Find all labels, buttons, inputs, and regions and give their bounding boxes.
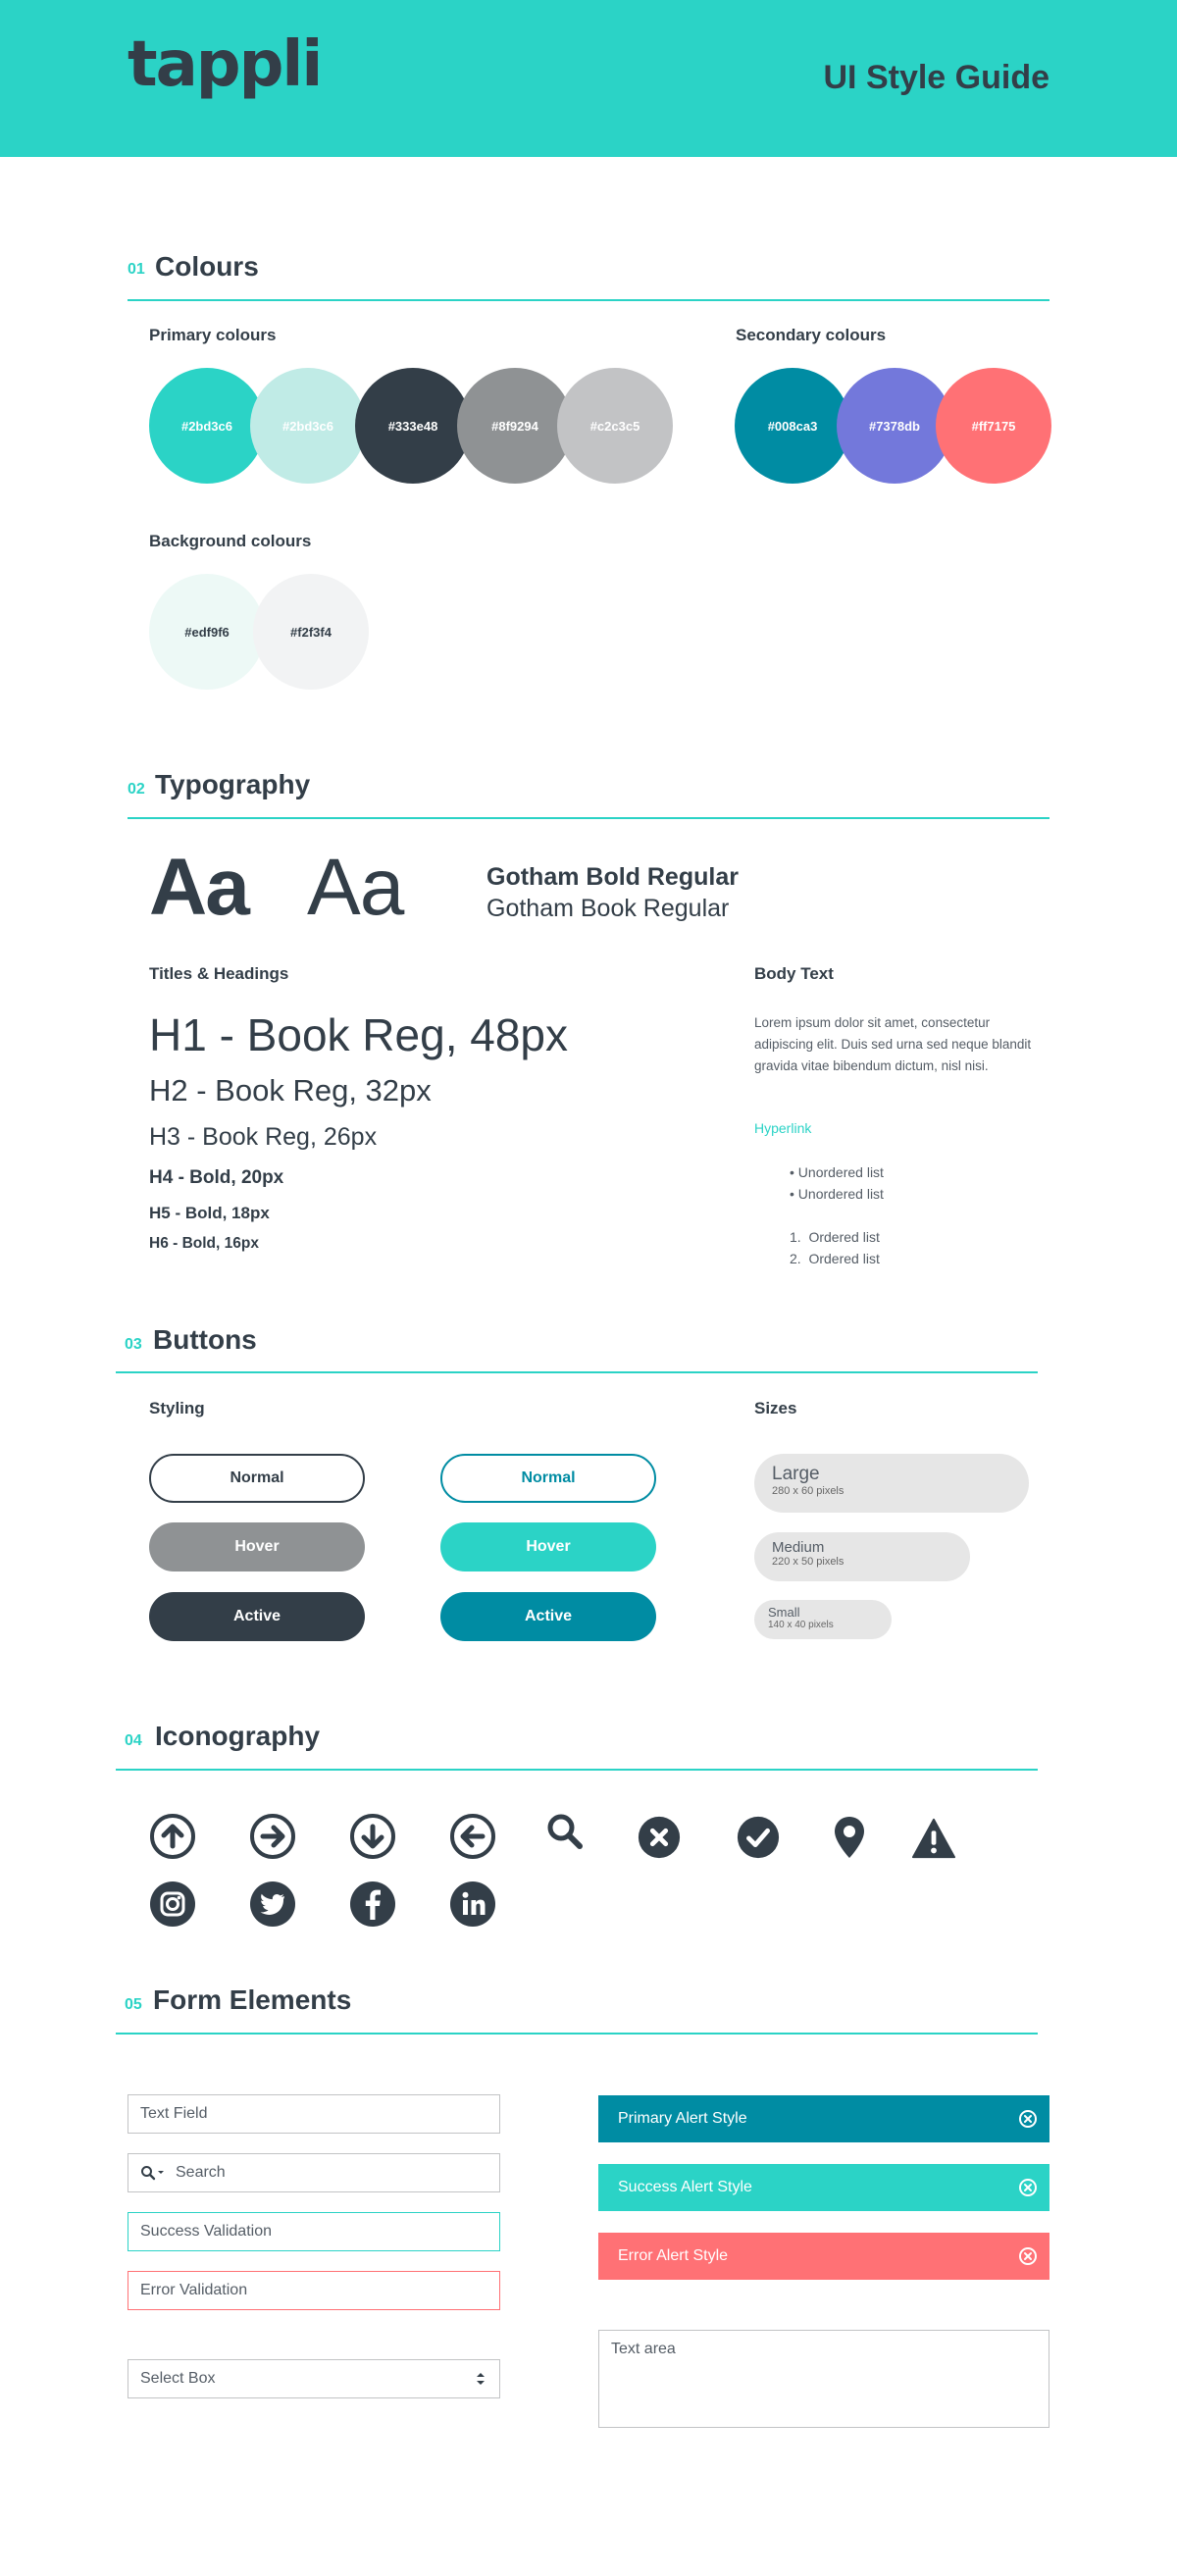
section-divider [128,299,1049,301]
button-size-medium-dimensions: 220 x 50 pixels [772,1556,844,1568]
font-name-book: Gotham Book Regular [486,895,730,922]
section-divider [116,1371,1038,1373]
text-field[interactable] [128,2094,500,2134]
select-box-value: Select Box [140,2370,216,2387]
arrow-up-icon [149,1813,196,1860]
unordered-list-item: • Unordered list [790,1164,884,1180]
body-text-sample: Lorem ipsum dolor sit amet, consectetur adipiscing elit. Duis sed urna sed neque blandit gravida vitae bibendum dictum, nisl nisi. [754,1015,1032,1073]
alert-primary [598,2095,1049,2142]
section-title-colours: Colours [155,251,259,282]
logo: tappli [128,28,322,101]
unordered-list-item: • Unordered list [790,1186,884,1202]
arrow-right-icon [249,1813,296,1860]
typeface-book-sample: Aa [307,843,404,932]
instagram-icon[interactable] [149,1880,196,1928]
button-size-large-label: Large [772,1464,820,1484]
button-size-medium-label: Medium [772,1539,825,1556]
button-size-large[interactable] [754,1454,1029,1513]
button-size-small-dimensions: 140 x 40 pixels [768,1620,834,1630]
sizes-label: Sizes [754,1399,797,1417]
ordered-list-item: 2. Ordered list [790,1251,880,1266]
swatch-edf9f6: #edf9f6 [149,574,265,690]
heading-h4-sample: H4 - Bold, 20px [149,1167,284,1188]
titles-headings-label: Titles & Headings [149,964,289,983]
primary-colours-label: Primary colours [149,326,277,344]
button-active-teal[interactable]: Active [440,1592,656,1641]
section-number: 05 [125,1996,142,2013]
close-icon[interactable] [1018,2109,1038,2129]
linkedin-icon[interactable] [449,1880,496,1928]
section-title-form-elements: Form Elements [153,1984,352,2015]
button-size-small[interactable] [754,1600,892,1639]
success-validation-field[interactable] [128,2212,500,2251]
section-divider [116,2033,1038,2035]
swatch-008ca3: #008ca3 [735,368,850,484]
font-name-bold: Gotham Bold Regular [486,863,739,891]
body-text-label: Body Text [754,964,834,983]
styling-label: Styling [149,1399,205,1417]
button-hover-dark[interactable]: Hover [149,1522,365,1571]
section-title-typography: Typography [155,769,311,799]
map-pin-icon [826,1814,873,1861]
background-colours-label: Background colours [149,532,312,550]
section-number: 01 [128,261,145,278]
heading-h5-sample: H5 - Bold, 18px [149,1204,270,1222]
button-size-medium[interactable] [754,1532,970,1581]
twitter-icon[interactable] [249,1880,296,1928]
search-icon [542,1809,589,1856]
alert-success [598,2164,1049,2211]
alert-error-text: Error Alert Style [618,2247,729,2264]
close-icon[interactable] [1018,2178,1038,2197]
page-title: UI Style Guide [823,59,1049,96]
close-circle-icon [636,1814,683,1861]
swatch-8f9294: #8f9294 [457,368,573,484]
swatch-7378db: #7378db [837,368,952,484]
warning-icon [910,1815,957,1862]
alert-error [598,2233,1049,2280]
section-divider [128,817,1049,819]
header [0,0,1177,157]
error-validation-field[interactable] [128,2271,500,2310]
alert-success-text: Success Alert Style [618,2179,752,2195]
button-size-large-dimensions: 280 x 60 pixels [772,1485,844,1497]
select-arrows-icon [476,2371,486,2392]
button-normal-teal[interactable]: Normal [440,1454,656,1503]
arrow-down-icon [349,1813,396,1860]
heading-h2-sample: H2 - Book Reg, 32px [149,1073,432,1108]
typeface-bold-sample: Aa [149,843,248,932]
button-hover-teal[interactable]: Hover [440,1522,656,1571]
button-normal-dark[interactable]: Normal [149,1454,365,1503]
swatch-ff7175: #ff7175 [936,368,1051,484]
textarea-placeholder: Text area [611,2341,676,2357]
swatch-c2c3c5: #c2c3c5 [557,368,673,484]
facebook-icon[interactable] [349,1880,396,1928]
text-field-placeholder: Text Field [140,2105,208,2122]
heading-h3-sample: H3 - Book Reg, 26px [149,1123,378,1151]
select-box[interactable] [128,2359,500,2398]
search-icon[interactable] [140,2165,166,2181]
success-validation-value: Success Validation [140,2223,272,2240]
swatch-f2f3f4: #f2f3f4 [253,574,369,690]
section-number: 04 [125,1732,142,1749]
check-circle-icon [735,1814,782,1861]
section-number: 03 [125,1336,142,1353]
search-placeholder: Search [176,2164,226,2181]
alert-primary-text: Primary Alert Style [618,2110,747,2127]
section-divider [116,1769,1038,1771]
button-size-small-label: Small [768,1605,800,1620]
section-number: 02 [128,781,145,798]
error-validation-value: Error Validation [140,2282,248,2298]
search-input[interactable] [128,2153,500,2192]
button-active-dark[interactable]: Active [149,1592,365,1641]
textarea[interactable] [598,2330,1049,2428]
section-title-buttons: Buttons [153,1324,257,1355]
hyperlink-sample[interactable]: Hyperlink [754,1120,812,1136]
section-title-iconography: Iconography [155,1721,321,1751]
arrow-left-icon [449,1813,496,1860]
secondary-colours-label: Secondary colours [736,326,887,344]
heading-h1-sample: H1 - Book Reg, 48px [149,1009,569,1060]
ordered-list-item: 1. Ordered list [790,1229,880,1245]
heading-h6-sample: H6 - Bold, 16px [149,1235,259,1252]
swatch-333e48: #333e48 [355,368,471,484]
close-icon[interactable] [1018,2246,1038,2266]
swatch-2bd3c6: #2bd3c6 [149,368,265,484]
swatch-2bd3c6-tint: #2bd3c6 [250,368,366,484]
